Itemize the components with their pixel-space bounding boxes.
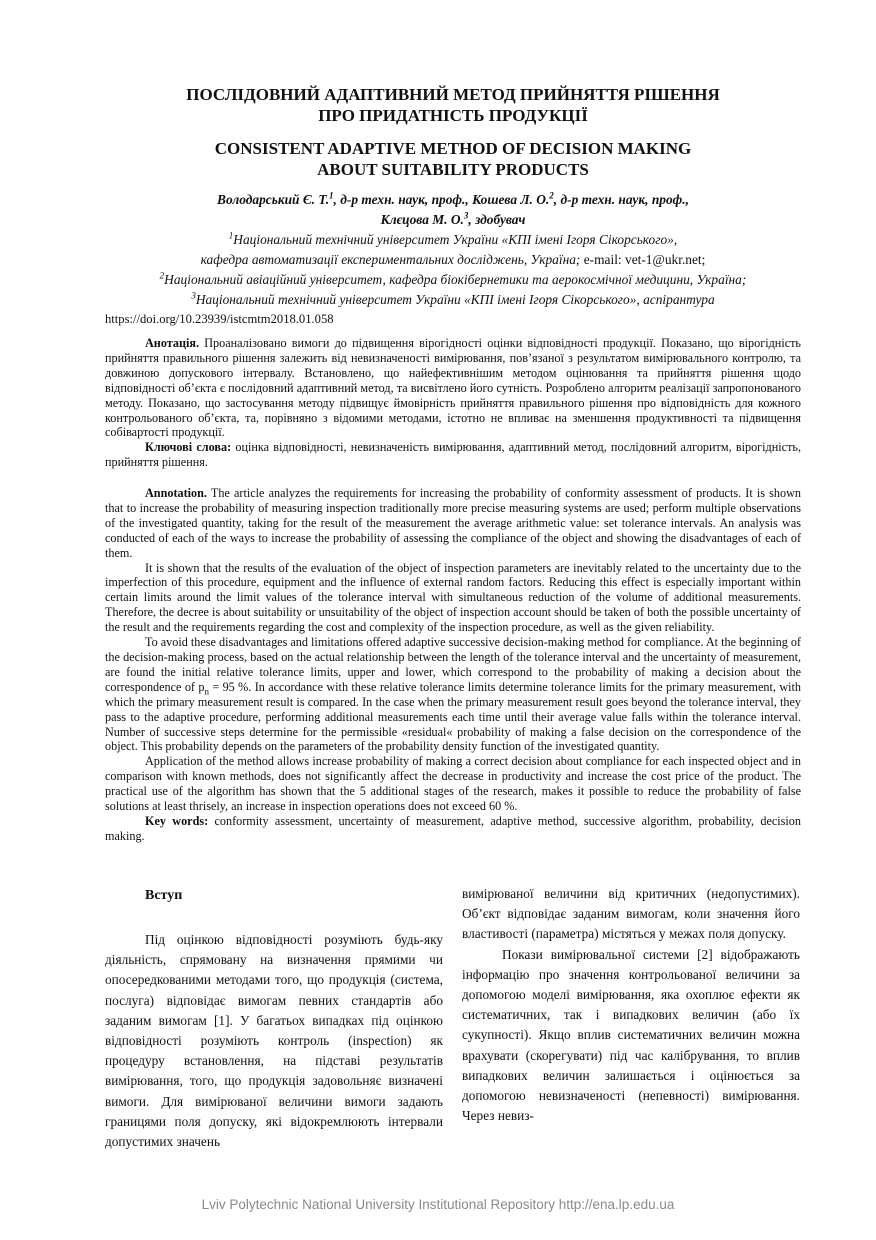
author-3-title: , здобувач <box>468 212 526 227</box>
aff-1-dept-text: кафедра автоматизації експериментальних досліджень, Україна; <box>200 252 581 267</box>
doi-link[interactable]: https://doi.org/10.23939/istcmtm2018.01.058 <box>105 312 334 326</box>
affiliation-1 <box>60 230 846 250</box>
abstract-uk-label: Анотація. <box>145 336 200 350</box>
title-en-line-2: ABOUT SUITABILITY PRODUCTS <box>317 160 589 179</box>
aff-3-text: Національний технічний університет України «КПІ імені Ігоря Сікорського», аспірантура <box>195 292 715 307</box>
keywords-en-paragraph <box>105 814 801 844</box>
authors-block <box>60 190 846 310</box>
keywords-uk-paragraph <box>105 440 801 470</box>
aff-3-sup: 3 <box>191 290 196 301</box>
authors-line-2 <box>60 210 846 230</box>
keywords-uk-text: оцінка відповідності, невизначеність вимірювання, адаптивний метод, послідовний алгоритм, вірогідність, прийняття рішення. <box>105 440 801 470</box>
abstract-en-p1: The article analyzes the requirements for increasing the probability of conformity assessment of products. It is shown that to increase the probability of measuring inspection traditionally more precise measuring systems are used; perform multiple observations of the investigated quantity, taking for the result of the measurement the average arithmetic value: set tolerance intervals. An analysis was conducted of each of the ways to increase the probability of assessing the compliance of the object and showing the disadvantages of each of them. <box>105 486 801 560</box>
body-column-left <box>105 930 443 1152</box>
intro-right-continuation: вимірюваної величини від критичних (недопустимих). Об’єкт відповідає заданим вимогам, коли значення його властивості (параметра) містяться у межах поля допуску. <box>462 886 800 942</box>
aff-2-sup: 2 <box>159 270 165 281</box>
abstract-en-p3a: To avoid these disadvantages and limitations offered adaptive successive decision-making method for compliance. At the beginning of the decision-making process, based on the actual relationship between the length of the tolerance interval and the uncertainty of measurement, are found the initial relative tolerance limits, upper and lower, which correspond to the probability of making a decision about the correspondence of p <box>105 635 801 694</box>
aff-1-email[interactable]: e-mail: vet-1@ukr.net; <box>580 252 706 267</box>
abstract-uk-paragraph <box>105 336 801 440</box>
author-3-sup: 3 <box>463 210 469 221</box>
aff-1-text: Національний технічний університет України «КПІ імені Ігоря Сікорського», <box>233 232 678 247</box>
abstract-en-p3b: = 95 %. In accordance with these relative tolerance limits determine tolerance limits for the primary measurement, with which the primary measurement result is compared. In the case when the primary measurement result goes beyond the tolerance interval, they pass to the adaptive procedure, performing additional measurements each time until their average value falls within the tolerance interval. Number of successive steps determine for the permissible «residual« probability of making a false decision on the correspondence of the object. This probability depends on the parameters of the probability density function of the investigated quantity. <box>105 679 801 754</box>
author-2-name: Кошева Л. О. <box>472 192 550 207</box>
abstract-uk-text: Проаналізовано вимоги до підвищення вірогідності оцінки відповідності продукції. Показано, що вірогідність прийняття правильного рішення залежить від невизначеності вимірювання, пов’язаної з результатом вимірювального контролю, та довжиною допускового інтервалу. Встановлено, що найефективнішим методом оцінювання та прийняття рішення щодо відповідності об’єкта є послідовний адаптивний метод, та висвітлено його сутність. Розроблено алгоритм реалізації запропонованого методу. Показано, що застосування методу підвищує ймовірність прийняття правильного рішення про відповідність для кожного контрольованого об’єкта, та, порівняно з відомими методами, істотно не впливає на зменшення продуктивності та підвищення собівартості продукції. <box>105 336 801 440</box>
aff-2-text: Національний авіаційний університет, кафедра біокібернетики та аерокосмічної медицини, Україна; <box>164 272 747 287</box>
author-1-sup: 1 <box>329 190 334 201</box>
repository-footer: Lviv Polytechnic National University Institutional Repository http://ena.lp.edu.ua <box>201 1197 675 1212</box>
author-1-name: Володарський Є. Т. <box>217 192 330 207</box>
title-ukrainian <box>60 84 846 126</box>
body-column-right <box>462 884 800 1126</box>
abstract-ukrainian <box>105 336 801 470</box>
abstract-en-label: Annotation. <box>145 486 207 500</box>
intro-right-paragraph: Покази вимірювальної системи [2] відображають інформацію про значення контрольованої величини за допомогою моделі вимірювання, яка охоплює ефекти як систематичних, так і випадкових величин (або їх сукупності). Якщо вплив систематичних величин можна врахувати (скорегувати) під час калібрування, то вплив випадкових величин залишається і оцінюється за допомогою невизначеності (непевності) вимірювання. Через невиз- <box>462 946 800 1124</box>
keywords-en-label: Key words: <box>145 813 209 828</box>
abstract-english <box>105 486 801 844</box>
aff-1-sup: 1 <box>228 230 234 241</box>
author-2-sup: 2 <box>549 190 554 201</box>
authors-line-1 <box>60 190 846 210</box>
author-1-title: , д-р техн. наук, проф., <box>333 192 473 207</box>
section-heading-intro: Вступ <box>145 888 183 903</box>
author-2-title: , д-р техн. наук, проф., <box>553 192 689 207</box>
intro-left-paragraph: Під оцінкою відповідності розуміють будь-яку діяльність, спрямовану на визначення прямими чи опосередкованими методами того, що продукція (система, послуга) відповідає вимогам певних стандартів або заданим вимогам [1]. У багатьох випадках під оцінкою відповідності розуміють контроль (inspection) як процедуру встановлення, на підставі результатів вимірювання, того, що продукція задовольняє визначені вимоги. Для вимірюваної величини вимоги задають границями поля допуску, які відокремлюють інтервали допустимих значень <box>105 932 443 1150</box>
title-uk-line-1: ПОСЛІДОВНИЙ АДАПТИВНИЙ МЕТОД ПРИЙНЯТТЯ РІШЕННЯ <box>186 85 720 104</box>
abstract-en-paragraph-2: It is shown that the results of the evaluation of the object of inspection parameters are inevitably related to the uncertainty due to the imperfection of this procedure, equipment and the influence of external random factors. Reducing this effect is especially important within certain limits around the limit values of the tolerance interval with simultaneous reduction of the volume of additional measurements. Therefore, the decree is about suitability or unsuitability of the object of inspection account should be taken of both the possible uncertainty of the result and the requirements regarding the cost and complexity of the inspection procedure, as well as the given reliability. <box>105 560 801 635</box>
keywords-uk-label: Ключові слова: <box>145 440 232 455</box>
abstract-en-paragraph-3 <box>105 635 801 754</box>
title-english <box>60 138 846 180</box>
affiliation-2 <box>60 270 846 290</box>
affiliation-3 <box>60 290 846 310</box>
keywords-en-text: conformity assessment, uncertainty of measurement, adaptive method, successive algorithm, probability, decision making. <box>105 813 801 843</box>
abstract-en-p3-sub: n <box>204 686 209 697</box>
abstract-en-paragraph-1 <box>105 486 801 561</box>
author-3-name: Клєцова М. О. <box>380 212 464 227</box>
title-en-line-1: CONSISTENT ADAPTIVE METHOD OF DECISION MAKING <box>214 139 692 158</box>
affiliation-1-dept <box>60 250 846 270</box>
title-uk-line-2: ПРО ПРИДАТНІСТЬ ПРОДУКЦІЇ <box>318 106 588 125</box>
abstract-en-paragraph-4: Application of the method allows increase probability of making a correct decision about compliance for each inspected object and in comparison with known methods, does not significantly affect the decrease in productivity and increase the cost price of the product. The practical use of the algorithm has shown that the 5 additional stages of the research, makes it possible to reduce the probability of false solutions at least thrisely, an increase in inspection operations does not exceed 60 %. <box>105 754 801 814</box>
